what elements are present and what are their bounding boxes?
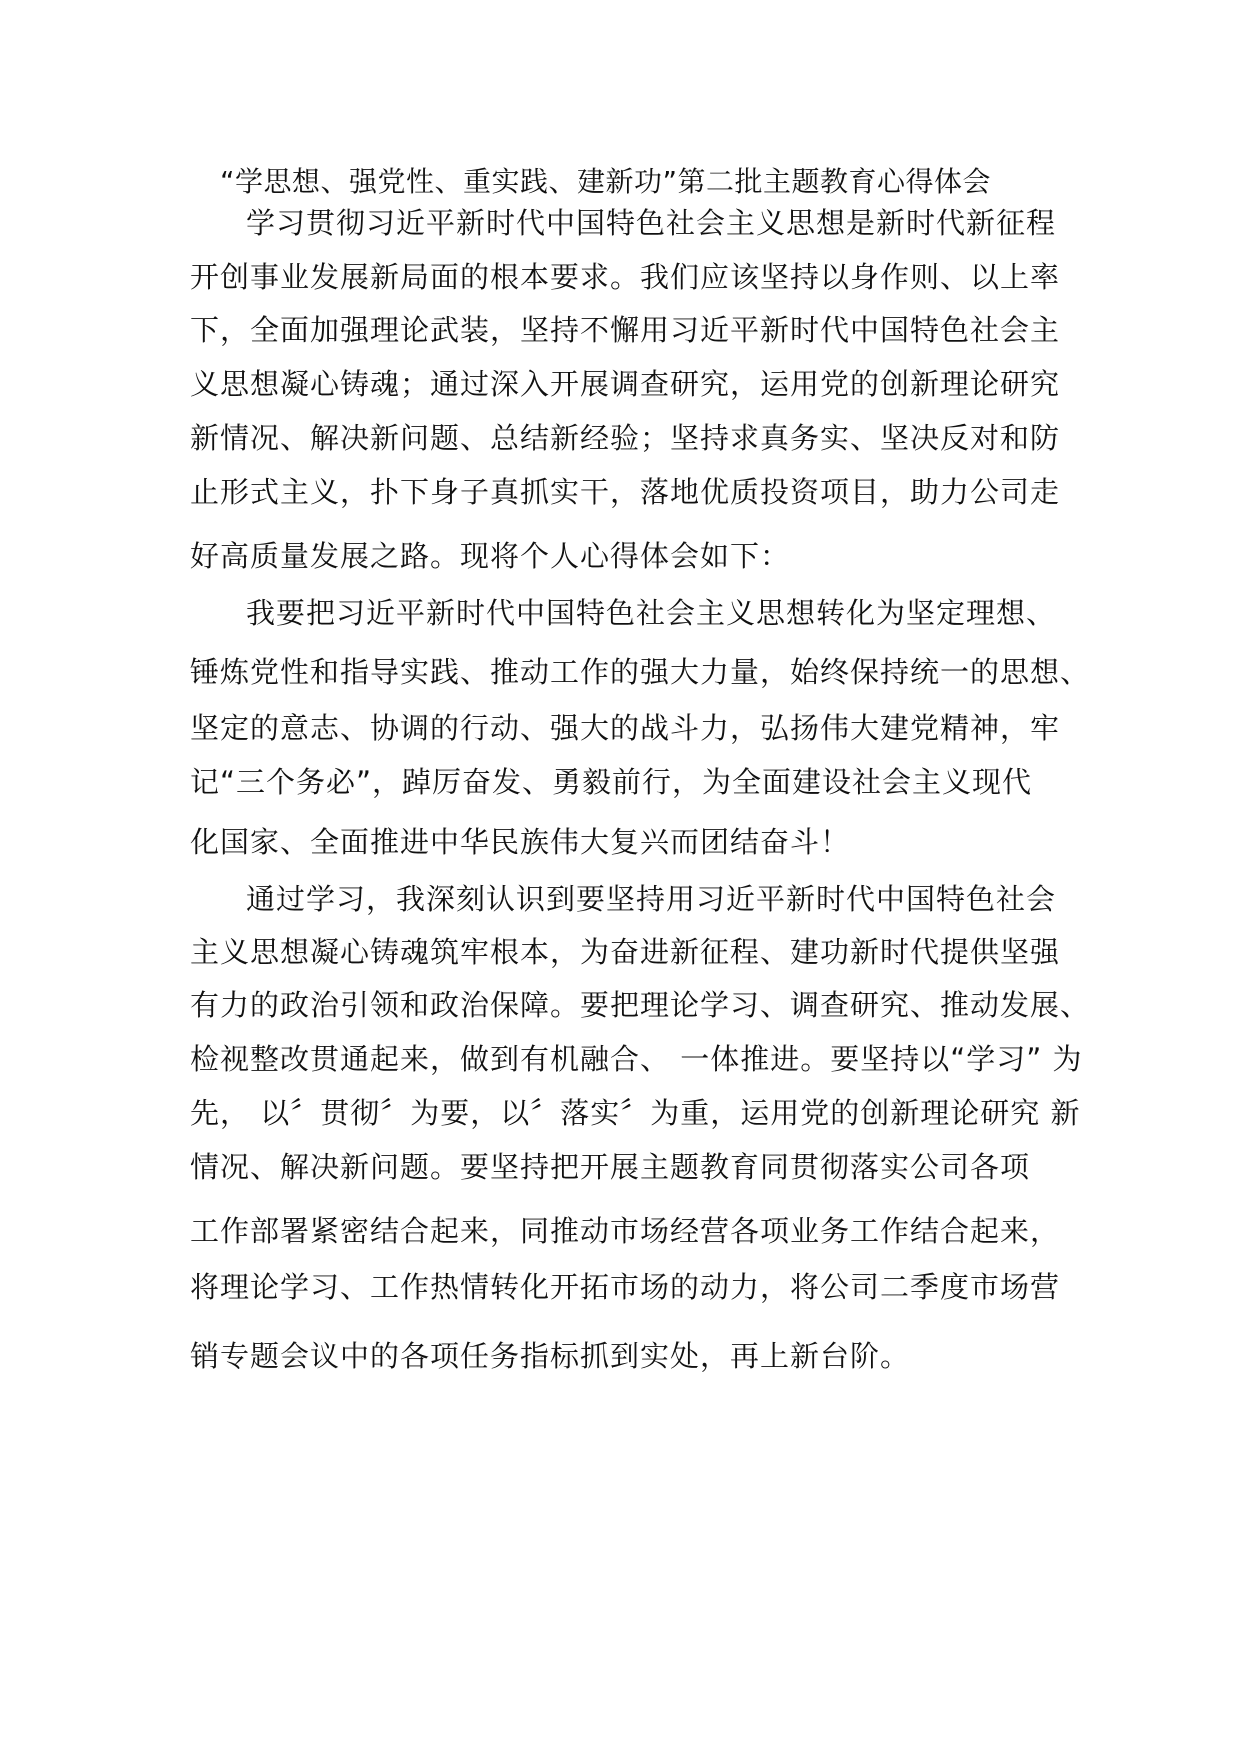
paragraph-3-line-4: 检视整改贯通起来，做到有机融合、 一体推进。要坚持以“学习” 为 bbox=[190, 1042, 1083, 1076]
paragraph-3-line-3: 有力的政治引领和政治保障。要把理论学习、调查研究、推动发展、 bbox=[190, 988, 1091, 1022]
paragraph-2-line-5: 化国家、全面推进中华民族伟大复兴而团结奋斗！ bbox=[190, 825, 851, 859]
document-title: “学思想、强党性、重实践、建新功”第二批主题教育心得体会 bbox=[220, 165, 992, 198]
paragraph-1-line-7: 好高质量发展之路。现将个人心得体会如下： bbox=[190, 539, 791, 573]
paragraph-1-line-3: 下，全面加强理论武装，坚持不懈用习近平新时代中国特色社会主 bbox=[190, 313, 1061, 347]
paragraph-2-line-1: 我要把习近平新时代中国特色社会主义思想转化为坚定理想、 bbox=[246, 596, 1057, 630]
paragraph-1-line-2: 开创事业发展新局面的根本要求。我们应该坚持以身作则、以上率 bbox=[190, 260, 1061, 294]
paragraph-3-line-1: 通过学习，我深刻认识到要坚持用习近平新时代中国特色社会 bbox=[246, 882, 1057, 916]
paragraph-2-line-3: 坚定的意志、协调的行动、强大的战斗力，弘扬伟大建党精神，牢 bbox=[190, 711, 1061, 745]
paragraph-2-line-4: 记“三个务必”，踔厉奋发、勇毅前行，为全面建设社会主义现代 bbox=[190, 765, 1033, 799]
paragraph-3-line-6: 情况、解决新问题。要坚持把开展主题教育同贯彻落实公司各项 bbox=[190, 1150, 1031, 1184]
paragraph-3-line-5: 先， 以〞贯彻〞为要，以〞落实〞为重，运用党的创新理论研究 新 bbox=[190, 1096, 1081, 1130]
paragraph-1-line-6: 止形式主义，扑下身子真抓实干，落地优质投资项目，助力公司走 bbox=[190, 475, 1061, 509]
paragraph-1-line-5: 新情况、解决新问题、总结新经验；坚持求真务实、坚决反对和防 bbox=[190, 421, 1061, 455]
paragraph-3-line-2: 主义思想凝心铸魂筑牢根本，为奋进新征程、建功新时代提供坚强 bbox=[190, 935, 1061, 969]
paragraph-3-line-8: 将理论学习、工作热情转化开拓市场的动力，将公司二季度市场营 bbox=[190, 1270, 1061, 1304]
paragraph-3-line-9: 销专题会议中的各项任务指标抓到实处，再上新台阶。 bbox=[190, 1339, 911, 1373]
paragraph-2-line-2: 锤炼党性和指导实践、推动工作的强大力量，始终保持统一的思想、 bbox=[190, 655, 1091, 689]
paragraph-1-line-1: 学习贯彻习近平新时代中国特色社会主义思想是新时代新征程 bbox=[246, 206, 1057, 240]
paragraph-3-line-7: 工作部署紧密结合起来，同推动市场经营各项业务工作结合起来， bbox=[190, 1214, 1061, 1248]
paragraph-1-line-4: 义思想凝心铸魂；通过深入开展调查研究，运用党的创新理论研究 bbox=[190, 367, 1061, 401]
